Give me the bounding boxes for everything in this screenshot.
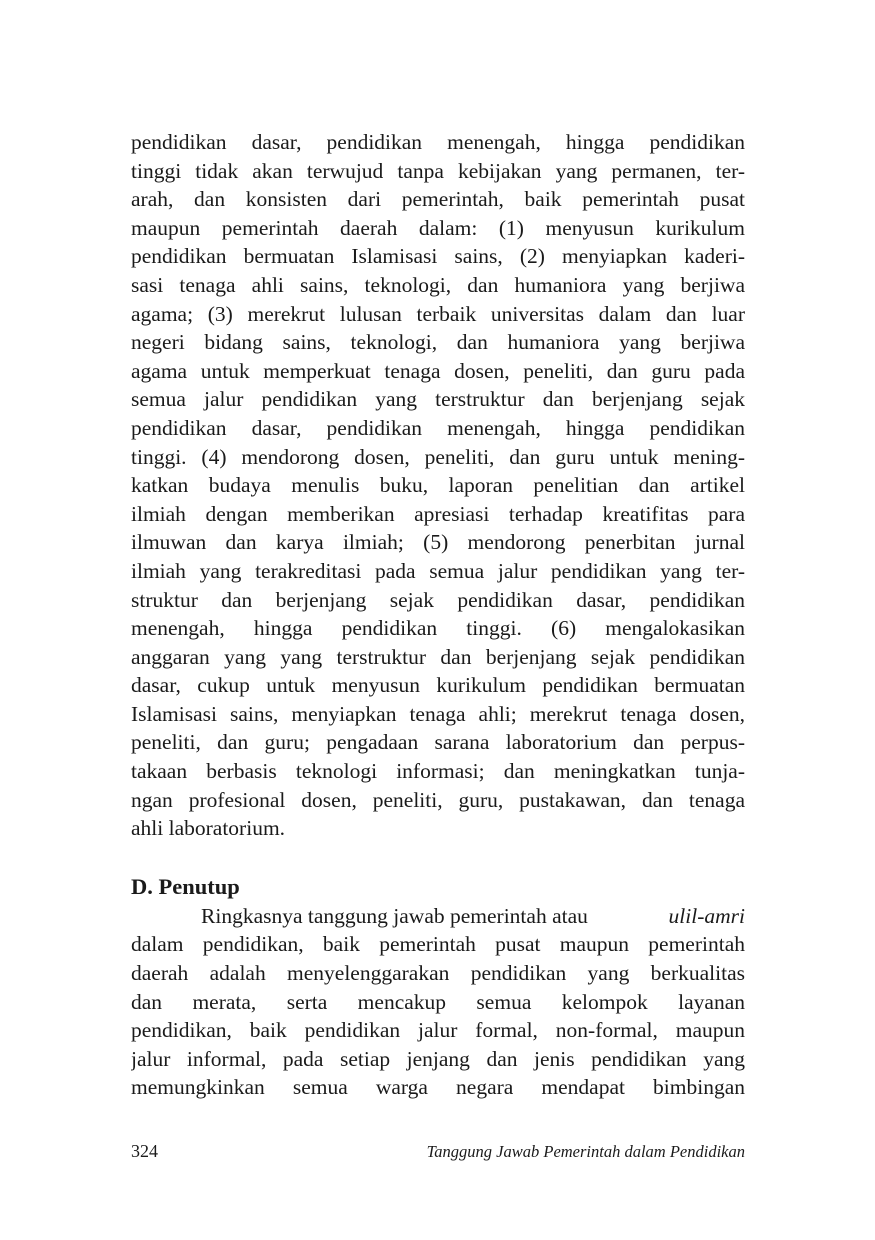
text-line: jalur informal, pada setiap jenjang dan jenis pendidikan yang xyxy=(131,1046,745,1071)
text-line: anggaran yang yang terstruktur dan berjenjang sejak pendidikan xyxy=(131,644,745,669)
text-line: struktur dan berjenjang sejak pendidikan dasar, pendidikan xyxy=(131,587,745,612)
text-line: ngan profesional dosen, peneliti, guru, pustakawan, dan tenaga xyxy=(131,787,745,812)
text-line: dalam pendidikan, baik pemerintah pusat maupun pemerintah xyxy=(131,932,745,957)
text-line: ilmiah yang terakreditasi pada semua jalur pendidikan yang ter- xyxy=(131,558,745,583)
text-line: negeri bidang sains, teknologi, dan humaniora yang berjiwa xyxy=(131,330,745,355)
paragraph-2-first-line xyxy=(131,902,745,931)
text-line: tinggi tidak akan terwujud tanpa kebijakan yang permanen, ter- xyxy=(131,158,745,183)
paragraph-2 xyxy=(131,902,745,1102)
paragraph-2-first-line-text: Ringkasnya tanggung jawab pemerintah atau xyxy=(201,903,588,928)
text-line: pendidikan dasar, pendidikan menengah, hingga pendidikan xyxy=(131,130,745,154)
paragraph-2-first-line-lead xyxy=(131,902,588,931)
text-line: agama; (3) merekrut lulusan terbaik universitas dalam dan luar xyxy=(131,301,745,326)
text-line: maupun pemerintah daerah dalam: (1) menyusun kurikulum xyxy=(131,215,745,240)
text-line: menengah, hingga pendidikan tinggi. (6) mengalokasikan xyxy=(131,616,745,641)
text-line: sasi tenaga ahli sains, teknologi, dan humaniora yang berjiwa xyxy=(131,272,745,297)
text-line: peneliti, dan guru; pengadaan sarana laboratorium dan perpus- xyxy=(131,730,745,755)
paragraph-2-lines xyxy=(131,930,745,1102)
page-body xyxy=(131,128,745,1102)
text-line: tinggi. (4) mendorong dosen, peneliti, dan guru untuk mening- xyxy=(131,444,745,469)
text-line: daerah adalah menyelenggarakan pendidikan yang berkualitas xyxy=(131,961,745,986)
page-footer xyxy=(131,1141,745,1169)
italic-term: ulil-amri xyxy=(668,903,745,928)
section-heading: D. Penutup xyxy=(131,873,240,899)
text-line: Islamisasi sains, menyiapkan tenaga ahli; merekrut tenaga dosen, xyxy=(131,701,745,726)
text-line: dan merata, serta mencakup semua kelompok layanan xyxy=(131,989,745,1014)
text-line: arah, dan konsisten dari pemerintah, baik pemerintah pusat xyxy=(131,187,745,212)
text-line: pendidikan dasar, pendidikan menengah, hingga pendidikan xyxy=(131,415,745,440)
page-number: 324 xyxy=(131,1141,158,1161)
text-line: dasar, cukup untuk menyusun kurikulum pendidikan bermuatan xyxy=(131,673,745,698)
text-line: agama untuk memperkuat tenaga dosen, peneliti, dan guru pada xyxy=(131,358,745,383)
text-line: pendidikan, baik pendidikan jalur formal, non-formal, maupun xyxy=(131,1018,745,1043)
text-line: ilmiah dengan memberikan apresiasi terhadap kreatifitas para xyxy=(131,501,745,526)
text-line: takaan berbasis teknologi informasi; dan meningkatkan tunja- xyxy=(131,759,745,784)
text-line: ilmuwan dan karya ilmiah; (5) mendorong penerbitan jurnal xyxy=(131,530,745,555)
text-line: pendidikan bermuatan Islamisasi sains, (2) menyiapkan kaderi- xyxy=(131,244,745,269)
text-line: ahli laboratorium. xyxy=(131,816,286,841)
text-line: semua jalur pendidikan yang terstruktur dan berjenjang sejak xyxy=(131,387,745,412)
text-line: memungkinkan semua warga negara mendapat bimbingan xyxy=(131,1075,745,1100)
running-title: Tanggung Jawab Pemerintah dalam Pendidikan xyxy=(426,1142,745,1161)
paragraph-1 xyxy=(131,128,745,843)
text-line: katkan budaya menulis buku, laporan penelitian dan artikel xyxy=(131,473,745,498)
